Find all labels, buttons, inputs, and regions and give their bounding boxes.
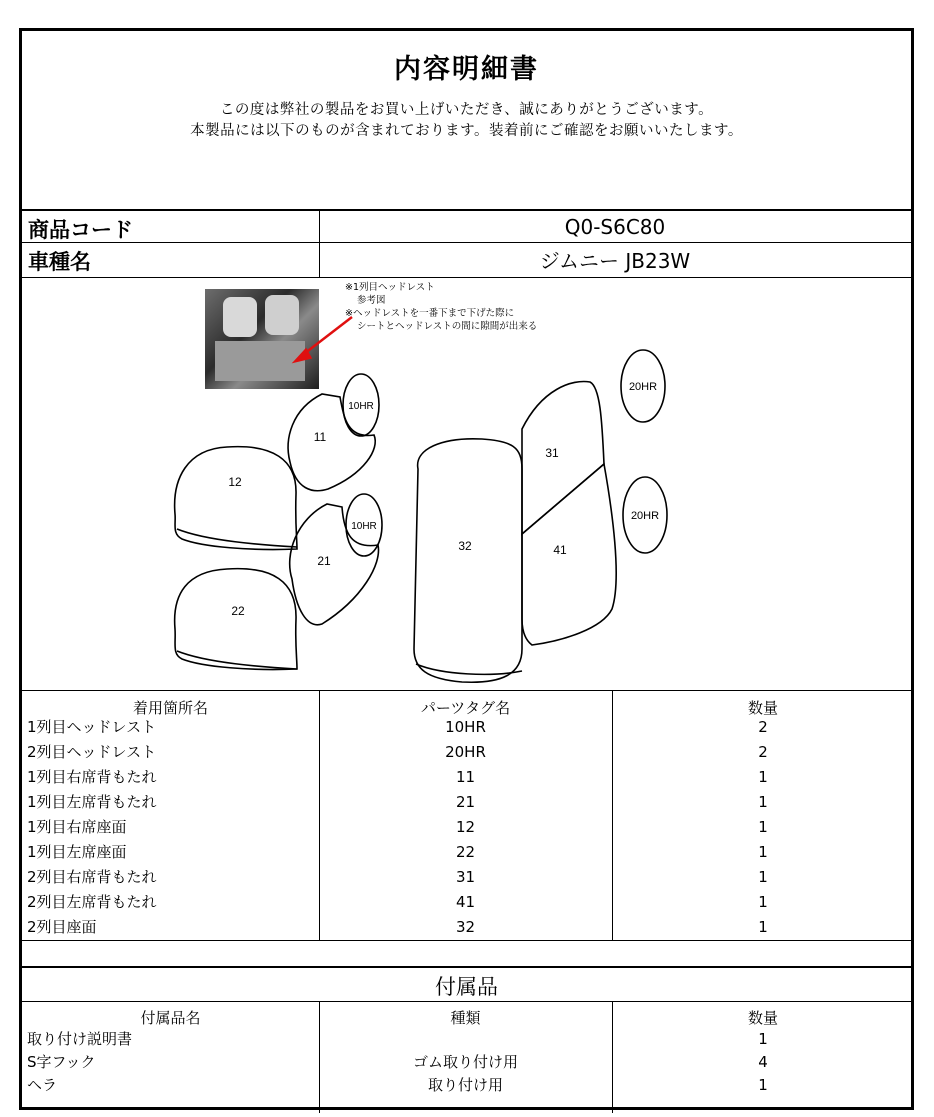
divider: [22, 966, 911, 968]
row-location: 1列目ヘッドレスト: [27, 718, 157, 736]
part-label-10hr-bottom: 10HR: [351, 521, 377, 532]
header-accessory-quantity: 数量: [747, 1009, 778, 1027]
divider: [22, 242, 911, 243]
part-label-11: 11: [313, 430, 327, 444]
accessories-table-header: [22, 1009, 911, 1028]
header-accessory-name: 付属品名: [140, 1009, 201, 1027]
headrest-note-3: ※ヘッドレストを一番下まで下げた際に: [345, 308, 515, 319]
row-quantity: 1: [758, 868, 768, 886]
table-row: [22, 918, 911, 937]
accessory-name: 取り付け説明書: [27, 1030, 133, 1048]
divider: [319, 209, 320, 278]
car-name-label: 車種名: [28, 250, 91, 274]
accessory-quantity: 4: [758, 1053, 768, 1071]
table-row: [22, 893, 911, 912]
accessory-type: 取り付け用: [427, 1076, 503, 1094]
part-12-edge: [177, 529, 297, 547]
row-quantity: 1: [758, 793, 768, 811]
row-quantity: 1: [758, 893, 768, 911]
row-location: 2列目左席背もたれ: [27, 893, 157, 911]
part-label-20hr-bottom: 20HR: [630, 510, 660, 522]
row-quantity: 1: [758, 818, 768, 836]
table-row: [22, 793, 911, 812]
header-accessory-type: 種類: [450, 1009, 481, 1027]
row-location: 2列目座面: [27, 918, 97, 936]
divider: [22, 277, 911, 278]
part-label-12: 12: [228, 475, 242, 489]
accessory-quantity: 1: [758, 1030, 768, 1048]
divider: [22, 690, 911, 691]
row-part-tag: 32: [455, 918, 476, 936]
part-31-shape: [522, 382, 604, 534]
divider: [22, 209, 911, 211]
row-location: 1列目右席座面: [27, 818, 127, 836]
part-label-31: 31: [545, 446, 559, 460]
table-row: [22, 1053, 911, 1072]
row-quantity: 1: [758, 843, 768, 861]
row-part-tag: 11: [455, 768, 476, 786]
table-row: [22, 868, 911, 887]
row-part-tag: 12: [455, 818, 476, 836]
part-22-edge: [177, 651, 297, 669]
headrest-note-1: ※1列目ヘッドレスト: [345, 282, 435, 293]
table-row: [22, 818, 911, 837]
row-location: 1列目右席背もたれ: [27, 768, 157, 786]
part-label-41: 41: [553, 543, 567, 557]
row-location: 2列目ヘッドレスト: [27, 743, 157, 761]
row-quantity: 2: [758, 743, 768, 761]
accessory-type: ゴム取り付け用: [412, 1053, 518, 1071]
row-quantity: 1: [758, 918, 768, 936]
table-row: [22, 768, 911, 787]
accessories-title: 付属品: [435, 975, 498, 999]
table-row: [22, 743, 911, 762]
accessory-quantity: 1: [758, 1076, 768, 1094]
row-quantity: 2: [758, 718, 768, 736]
seat-parts-diagram: [22, 279, 911, 689]
car-name-value: ジムニー JB23W: [539, 249, 691, 273]
part-label-20hr-top: 20HR: [628, 381, 658, 393]
part-label-10hr-top: 10HR: [348, 401, 374, 412]
row-part-tag: 10HR: [445, 718, 486, 736]
part-label-22: 22: [231, 604, 245, 618]
product-code-label: 商品コード: [28, 218, 133, 242]
row-quantity: 1: [758, 768, 768, 786]
product-code-value: Q0-S6C80: [564, 215, 666, 239]
accessory-name: S字フック: [27, 1053, 96, 1071]
part-label-32: 32: [458, 539, 472, 553]
part-41-shape: [522, 464, 616, 645]
divider: [22, 1001, 911, 1002]
row-part-tag: 31: [455, 868, 476, 886]
table-row: [22, 1076, 911, 1095]
table-row: [22, 843, 911, 862]
parts-table-header: [22, 699, 911, 718]
headrest-note-2: 参考図: [357, 295, 386, 306]
part-22-shape: [175, 569, 297, 670]
row-part-tag: 20HR: [445, 743, 486, 761]
part-32-shape: [414, 439, 522, 682]
document-title: 内容明細書: [394, 54, 539, 85]
table-row: [22, 1030, 911, 1049]
greeting-line-2: 本製品には以下のものが含まれております。装着前にご確認をお願いいたします。: [190, 123, 743, 139]
row-location: 1列目左席背もたれ: [27, 793, 157, 811]
part-label-21: 21: [317, 554, 331, 568]
part-32-edge: [416, 664, 522, 674]
greeting-line-1: この度は弊社の製品をお買い上げいただき、誠にありがとうございます。: [219, 102, 714, 118]
row-location: 1列目左席座面: [27, 843, 127, 861]
header-location: 着用箇所名: [132, 699, 208, 717]
row-location: 2列目右席背もたれ: [27, 868, 157, 886]
headrest-note-4: シートとヘッドレストの間に隙間が出来る: [357, 321, 538, 332]
header-quantity: 数量: [747, 699, 778, 717]
header-part-tag: パーツタグ名: [420, 699, 511, 717]
table-row: [22, 718, 911, 737]
row-part-tag: 22: [455, 843, 476, 861]
accessory-name: ヘラ: [27, 1076, 58, 1094]
document-sheet: [19, 28, 914, 1110]
divider: [22, 940, 911, 941]
row-part-tag: 21: [455, 793, 476, 811]
row-part-tag: 41: [455, 893, 476, 911]
